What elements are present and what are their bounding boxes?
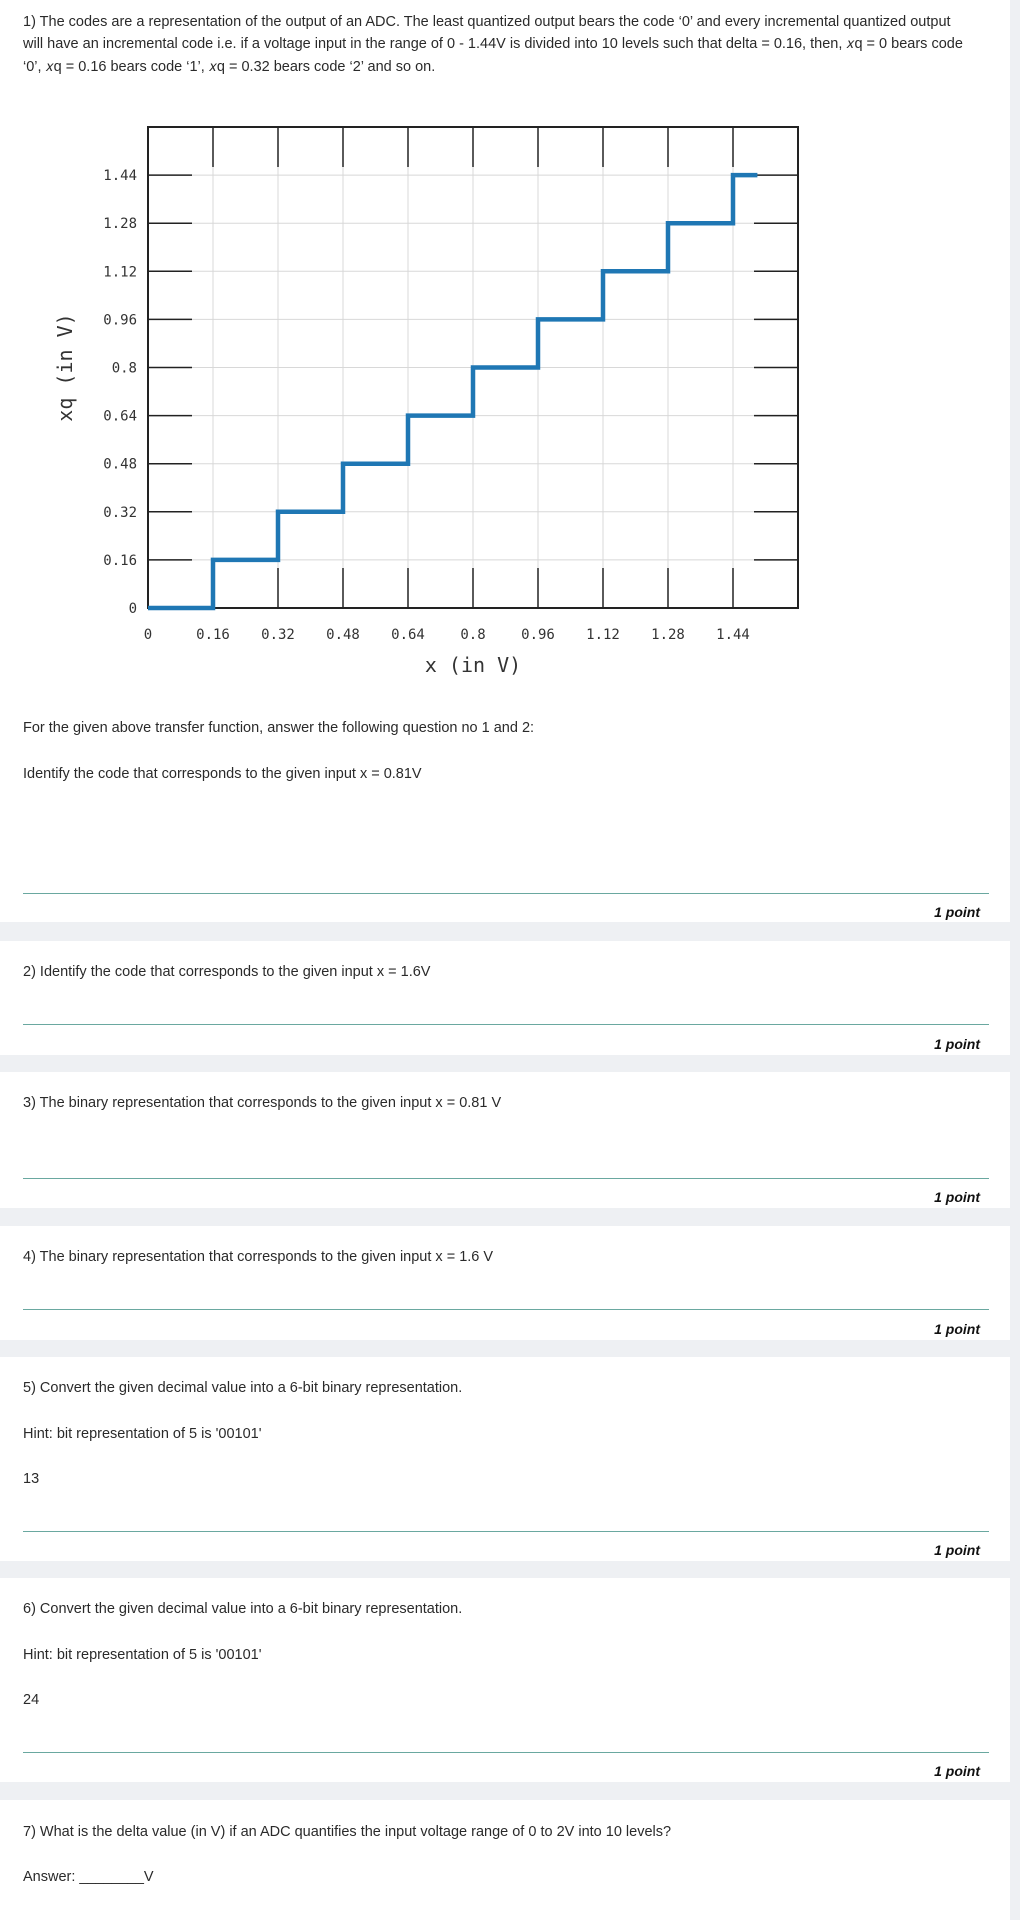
question-3-text: 3) The binary representation that corresponds to the given input x = 0.81 V	[23, 1095, 502, 1111]
x-tick-label: 0	[143, 627, 153, 643]
answer-input-2[interactable]	[23, 996, 993, 1026]
question-7-answer-blank[interactable]: Answer: ________V	[23, 1869, 154, 1885]
question-1-text: Identify the code that corresponds to the given input x = 0.81V	[23, 766, 422, 782]
answer-input-3[interactable]	[23, 1150, 993, 1180]
y-tick-label: 1.12	[103, 264, 137, 281]
answer-underline-4	[23, 1309, 989, 1310]
answer-underline-6	[23, 1752, 989, 1753]
answer-input-1[interactable]	[23, 864, 993, 894]
y-tick-label: 0.96	[103, 312, 137, 329]
answer-underline-3	[23, 1178, 989, 1179]
points-label-6: 1 point	[934, 1763, 980, 1779]
question-1-followup: For the given above transfer function, answer the following question no 1 and 2:	[23, 720, 535, 736]
question-5-hint: Hint: bit representation of 5 is '00101'	[23, 1426, 262, 1442]
answer-underline-2	[23, 1024, 989, 1025]
question-1-intro-line2: will have an incremental code i.e. if a voltage input in the range of 0 - 1.44V is divided into 10 levels such that delta = 0.16, then, 𝑥q = 0 bears code	[23, 36, 963, 52]
question-6-value: 24	[23, 1692, 40, 1708]
y-tick-label: 1.44	[103, 168, 137, 185]
y-tick-label: 0.8	[111, 360, 137, 377]
y-axis-label: xq (in V)	[53, 313, 77, 422]
answer-underline-1	[23, 893, 989, 894]
question-1-intro-line1: 1) The codes are a representation of the output of an ADC. The least quantized output bears the code ‘0’ and every incremental quantized output	[23, 14, 951, 30]
question-card-2	[0, 941, 1010, 1055]
x-tick-label: 0.48	[326, 627, 360, 643]
series-line	[148, 175, 757, 608]
x-axis-label: x (in V)	[424, 653, 522, 677]
x-tick-label: 0.16	[196, 627, 230, 643]
y-tick-label: 0.64	[103, 408, 137, 425]
question-card-7	[0, 1800, 1010, 1920]
y-tick-label: 0.32	[103, 504, 137, 521]
x-tick-label: 0.96	[521, 627, 555, 643]
question-5-value: 13	[23, 1471, 40, 1487]
y-tick-label: 0.48	[103, 456, 137, 473]
y-tick-label: 1.28	[103, 216, 137, 233]
answer-input-6[interactable]	[23, 1724, 993, 1754]
question-card-5	[0, 1357, 1010, 1561]
x-tick-label: 0.32	[261, 627, 295, 643]
x-tick-label: 0.8	[460, 627, 486, 643]
points-label-5: 1 point	[934, 1542, 980, 1558]
answer-underline-5	[23, 1531, 989, 1532]
question-card-3	[0, 1072, 1010, 1208]
x-tick-label: 1.44	[716, 627, 750, 643]
y-tick-label: 0.16	[103, 552, 137, 569]
question-1-intro-line3: ‘0’, 𝑥q = 0.16 bears code ‘1’, 𝑥q = 0.32 bears code ‘2’ and so on.	[23, 59, 436, 75]
question-6-text: 6) Convert the given decimal value into a 6-bit binary representation.	[23, 1601, 463, 1617]
answer-input-5[interactable]	[23, 1503, 993, 1533]
question-card-4	[0, 1226, 1010, 1340]
transfer-function-chart	[0, 100, 820, 690]
x-tick-label: 0.64	[391, 627, 425, 643]
points-label-2: 1 point	[934, 1036, 980, 1052]
question-2-text: 2) Identify the code that corresponds to the given input x = 1.6V	[23, 964, 431, 980]
y-tick-label: 0	[128, 601, 137, 617]
answer-input-4[interactable]	[23, 1281, 993, 1311]
question-6-hint: Hint: bit representation of 5 is '00101'	[23, 1647, 262, 1663]
x-tick-label: 1.12	[586, 627, 620, 643]
question-7-text: 7) What is the delta value (in V) if an ADC quantifies the input voltage range of 0 to 2V into 10 levels?	[23, 1824, 672, 1840]
question-card-6	[0, 1578, 1010, 1782]
question-card-1	[0, 0, 1010, 922]
points-label-3: 1 point	[934, 1189, 980, 1205]
x-tick-label: 1.28	[651, 627, 685, 643]
question-5-text: 5) Convert the given decimal value into a 6-bit binary representation.	[23, 1380, 463, 1396]
points-label-4: 1 point	[934, 1321, 980, 1337]
question-4-text: 4) The binary representation that corresponds to the given input x = 1.6 V	[23, 1249, 494, 1265]
points-label-1: 1 point	[934, 904, 980, 920]
